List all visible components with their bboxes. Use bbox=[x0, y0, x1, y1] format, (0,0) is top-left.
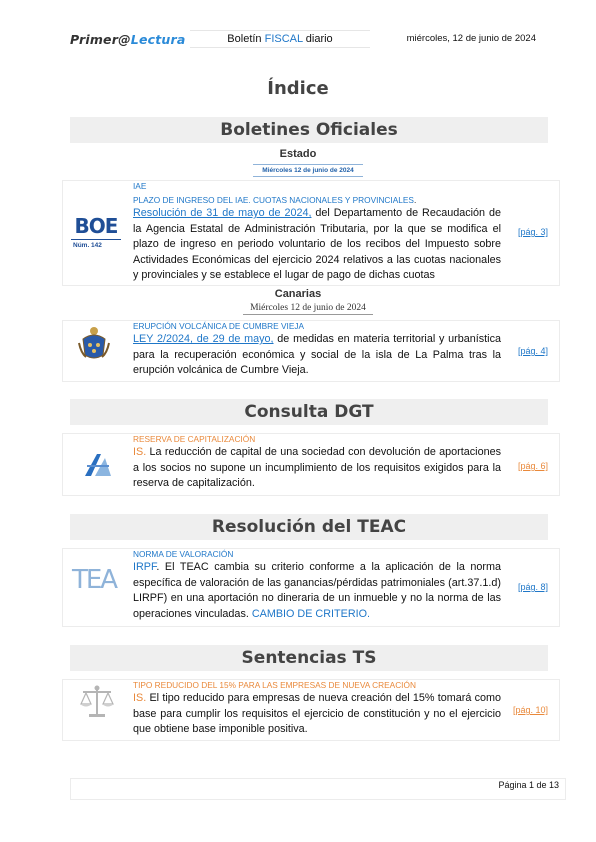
resolution-link[interactable]: Resolución de 31 de mayo de 2024, bbox=[133, 207, 312, 219]
entry-text: IS. El tipo reducido para empresas de nueva creación del 15% tomará como base para cumplir los requisitos el ejercicio de constitución y no el ejercicio que obtiene base imponible positiva. bbox=[133, 692, 501, 735]
criteria-change-note: CAMBIO DE CRITERIO. bbox=[251, 607, 371, 620]
entry-body bbox=[133, 321, 501, 379]
entry-category: ERUPCIÓN VOLCÁNICA DE CUMBRE VIEJA bbox=[133, 321, 305, 331]
bulletin-title: Boletín FISCAL diario bbox=[190, 30, 370, 48]
entry-category: TIPO REDUCIDO DEL 15% PARA LAS EMPRESAS DE NUEVA CREACIÓN bbox=[133, 680, 416, 690]
entry-category: RESERVA DE CAPITALIZACIÓN bbox=[133, 434, 256, 444]
entry-text: IRPF. El TEAC cambia su criterio conforme a la aplicación de la norma específica de valoración de las ganancias/pérdidas patrimoniales (art.37.1.d) LIRPF) en una aportación no dineraria de un inmueble y no la norma de las operaciones vinculadas. CAMBIO DE CRITERIO. bbox=[133, 561, 501, 620]
entry-category: IAE bbox=[133, 181, 147, 191]
canarias-coat-of-arms-icon bbox=[77, 325, 111, 366]
tax-tag: IS. bbox=[133, 692, 147, 704]
boe-logo-icon bbox=[69, 211, 123, 258]
entry-body bbox=[133, 549, 501, 622]
tax-tag: IRPF bbox=[133, 561, 157, 573]
entry-text: LEY 2/2024, de 29 de mayo, de medidas en materia territorial y urbanística para la recuperación económica y social de la isla de La Palma tras la erupción volcánica de Cumbre Vieja. bbox=[133, 333, 501, 376]
law-link[interactable]: LEY 2/2024, de 29 de mayo, bbox=[133, 333, 274, 345]
tax-tag: IS. bbox=[133, 446, 147, 458]
page-number: Página 1 de 13 bbox=[498, 780, 559, 790]
header-date: miércoles, 12 de junio de 2024 bbox=[406, 33, 536, 44]
entry-body bbox=[133, 181, 501, 284]
entry-text: IS. La reducción de capital de una sociedad con devolución de aportaciones a los socios no supone un incumplimiento de los requisitos exigidos para la reserva de capitalización. bbox=[133, 446, 501, 489]
agencia-tributaria-logo-icon bbox=[81, 450, 115, 485]
page-link-6[interactable]: [pág. 6] bbox=[517, 461, 548, 471]
entry-heading: PLAZO DE INGRESO DEL IAE. CUOTAS NACIONALES Y PROVINCIALES. bbox=[133, 195, 417, 205]
scales-of-justice-icon bbox=[77, 684, 117, 725]
index-title: Índice bbox=[267, 78, 329, 99]
section-boletines-oficiales: Boletines Oficiales bbox=[70, 117, 548, 143]
entry-body bbox=[133, 434, 501, 492]
page-link-8[interactable]: [pág. 8] bbox=[517, 582, 548, 592]
entry-text: Resolución de 31 de mayo de 2024, del Departamento de Recaudación de la Agencia Estatal de Administración Tributaria, por la que se modifica el plazo de ingreso en periodo voluntario de los recibos del Impuesto sobre Actividades Económicas del ejercicio 2024 relativos a las cuotas nacionales y provinciales y se establece el lugar de pago de dichas cuotas bbox=[133, 207, 501, 281]
primera-lectura-logo: Primer@Lectura bbox=[70, 32, 186, 47]
svg-text:BOE: BOE bbox=[74, 214, 118, 238]
entry-body bbox=[133, 680, 501, 738]
canarias-date: Miércoles 12 de junio de 2024 bbox=[243, 303, 373, 315]
entry-ts-tipo-reducido bbox=[62, 679, 560, 741]
teac-logo-icon: TEA bbox=[72, 565, 117, 595]
page-link-4[interactable]: [pág. 4] bbox=[517, 346, 548, 356]
footer bbox=[70, 778, 566, 800]
section-sentencias-ts: Sentencias TS bbox=[70, 645, 548, 671]
header bbox=[70, 28, 550, 50]
subsection-estado: Estado bbox=[279, 148, 317, 160]
entry-boe-iae bbox=[62, 180, 560, 286]
page-link-3[interactable]: [pág. 3] bbox=[517, 227, 548, 237]
entry-teac-valoracion bbox=[62, 548, 560, 627]
section-consulta-dgt: Consulta DGT bbox=[70, 399, 548, 425]
entry-dgt-reserva bbox=[62, 433, 560, 496]
boe-issue-number: Núm. 142 bbox=[73, 242, 102, 249]
estado-date: Miércoles 12 de junio de 2024 bbox=[253, 164, 363, 177]
entry-category: NORMA DE VALORACIÓN bbox=[133, 549, 234, 559]
subsection-canarias: Canarias bbox=[274, 288, 322, 300]
entry-canarias-ley bbox=[62, 320, 560, 382]
page-link-10[interactable]: [pág. 10] bbox=[512, 705, 548, 715]
section-resolucion-teac: Resolución del TEAC bbox=[70, 514, 548, 540]
